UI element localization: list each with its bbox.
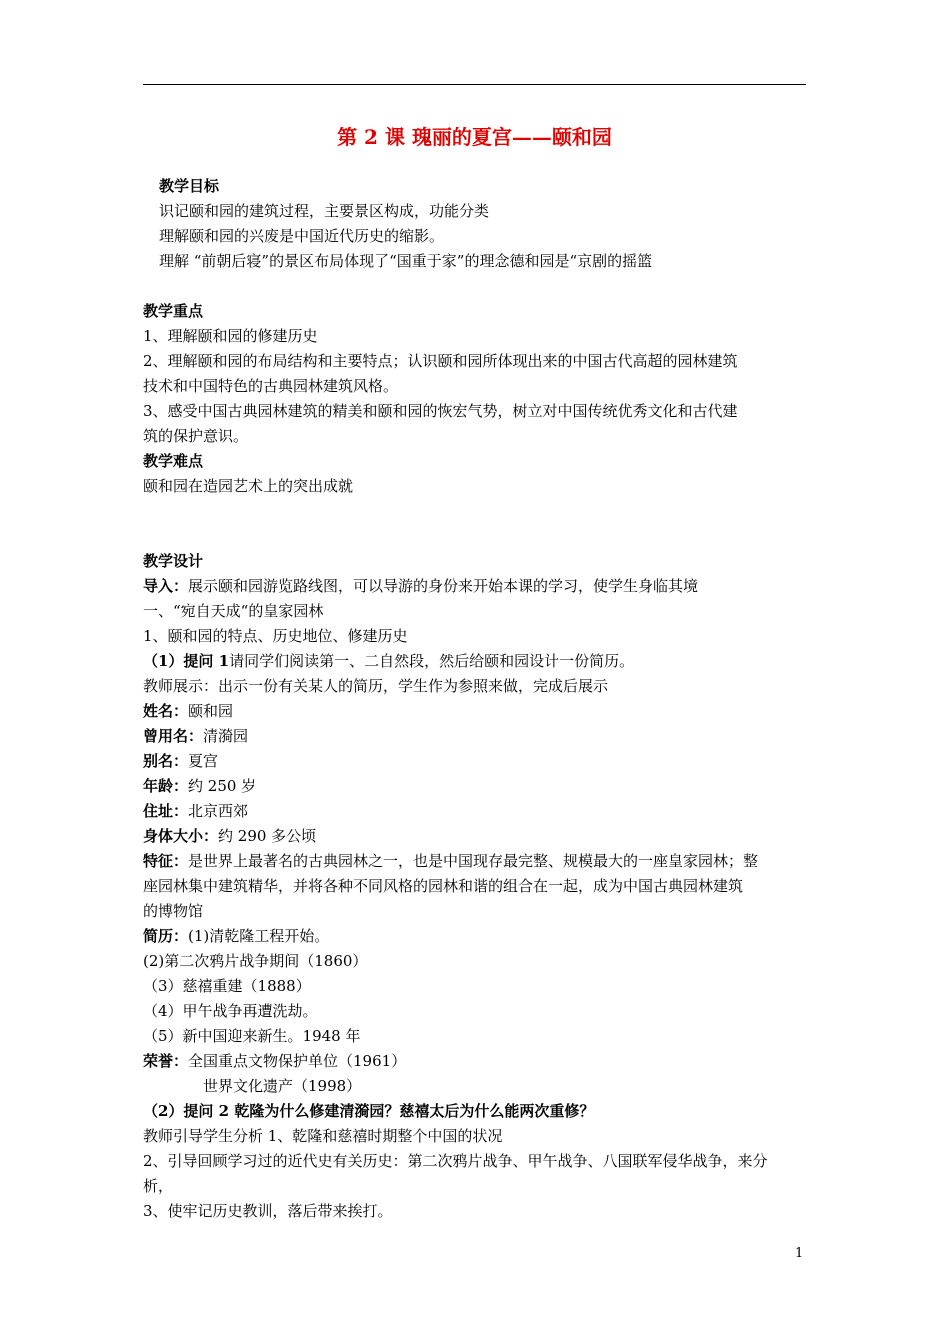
- honor-label: 荣誉：: [143, 1052, 189, 1070]
- page-number: 1: [795, 1246, 804, 1261]
- history-item: （5）新中国迎来新生。1948 年: [143, 1027, 361, 1045]
- history-item: (2)第二次鸦片战争期间（1860）: [143, 952, 368, 970]
- analysis-line: 3、使牢记历史教训，落后带来挨打。: [143, 1202, 393, 1220]
- intro-text: 展示颐和园游览路线图，可以导游的身份来开始本课的学习，使学生身临其境: [188, 577, 699, 595]
- resume-row: 住址：北京西郊: [143, 802, 249, 820]
- difficulty-heading: 教学难点: [143, 452, 204, 470]
- objective-item: 识记颐和园的建筑过程，主要景区构成，功能分类: [159, 202, 490, 220]
- lesson-title: 第 2 课 瑰丽的夏宫——颐和园: [337, 125, 612, 149]
- honor-line: 世界文化遗产（1998）: [203, 1077, 362, 1095]
- analysis-line: 析，: [143, 1177, 174, 1195]
- analysis-line: 2、引导回顾学习过的近代史有关历史：第二次鸦片战争、甲午战争、八国联军侵华战争，来分: [143, 1152, 768, 1170]
- keypoint-line: 筑的保护意识。: [143, 427, 249, 445]
- question-1-text: 请同学们阅读第一、二自然段，然后给颐和园设计一份简历。: [229, 652, 635, 670]
- resume-row: 身体大小：约 290 多公顷: [143, 827, 317, 845]
- history-item: （3）慈禧重建（1888）: [143, 977, 311, 995]
- header-rule: [143, 84, 806, 85]
- subsection-heading: 1、颐和园的特点、历史地位、修建历史: [143, 627, 408, 645]
- keypoint-line: 2、理解颐和园的布局结构和主要特点；认识颐和园所体现出来的中国古代高超的园林建筑: [143, 352, 738, 370]
- resume-row: 姓名：颐和园: [143, 702, 234, 720]
- objective-item: 理解颐和园的兴废是中国近代历史的缩影。: [159, 227, 445, 245]
- feature-line: 特征：是世界上最著名的古典园林之一，也是中国现存最完整、规模最大的一座皇家园林；整: [143, 852, 759, 870]
- document-body: [143, 174, 811, 1224]
- intro-line: [143, 574, 811, 599]
- objectives-heading: 教学目标: [159, 177, 220, 195]
- keypoint-line: 1、理解颐和园的修建历史: [143, 327, 318, 345]
- design-heading: 教学设计: [143, 552, 204, 570]
- objective-item: 理解 “前朝后寝”的景区布局体现了“国重于家”的理念德和园是“京剧的摇篮: [159, 252, 653, 270]
- question-1-label: （1）提问 1: [143, 652, 230, 670]
- history-line: 简历：(1)清乾隆工程开始。: [143, 927, 330, 945]
- resume-row: 年龄：约 250 岁: [143, 777, 257, 795]
- teacher-show-line: 教师展示：出示一份有关某人的简历，学生作为参照来做，完成后展示: [143, 677, 609, 695]
- analysis-line: 教师引导学生分析 1、乾隆和慈禧时期整个中国的状况: [143, 1127, 503, 1145]
- feature-line: 的博物馆: [143, 902, 204, 920]
- difficulty-text: 颐和园在造园艺术上的突出成就: [143, 477, 354, 495]
- honor-line: 荣誉：全国重点文物保护单位（1961）: [143, 1052, 407, 1070]
- question-2: （2）提问 2 乾隆为什么修建清漪园？慈禧太后为什么能两次重修？: [143, 1102, 595, 1120]
- resume-row: 别名：夏宫: [143, 752, 219, 770]
- keypoint-line: 3、感受中国古典园林建筑的精美和颐和园的恢宏气势，树立对中国传统优秀文化和古代建: [143, 402, 738, 420]
- history-item: （4）甲午战争再遭洗劫。: [143, 1002, 318, 1020]
- feature-label: 特征：: [143, 852, 189, 870]
- feature-line: 座园林集中建筑精华，并将各种不同风格的园林和谐的组合在一起，成为中国古典园林建筑: [143, 877, 744, 895]
- intro-label: 导入：: [143, 577, 189, 595]
- keypoints-heading: 教学重点: [143, 302, 204, 320]
- keypoint-line: 技术和中国特色的古典园林建筑风格。: [143, 377, 399, 395]
- resume-row: 曾用名：清漪园: [143, 727, 249, 745]
- history-label: 简历：: [143, 927, 189, 945]
- question-1: [143, 649, 811, 674]
- section-heading: 一、“宛自天成“的皇家园林: [143, 602, 324, 620]
